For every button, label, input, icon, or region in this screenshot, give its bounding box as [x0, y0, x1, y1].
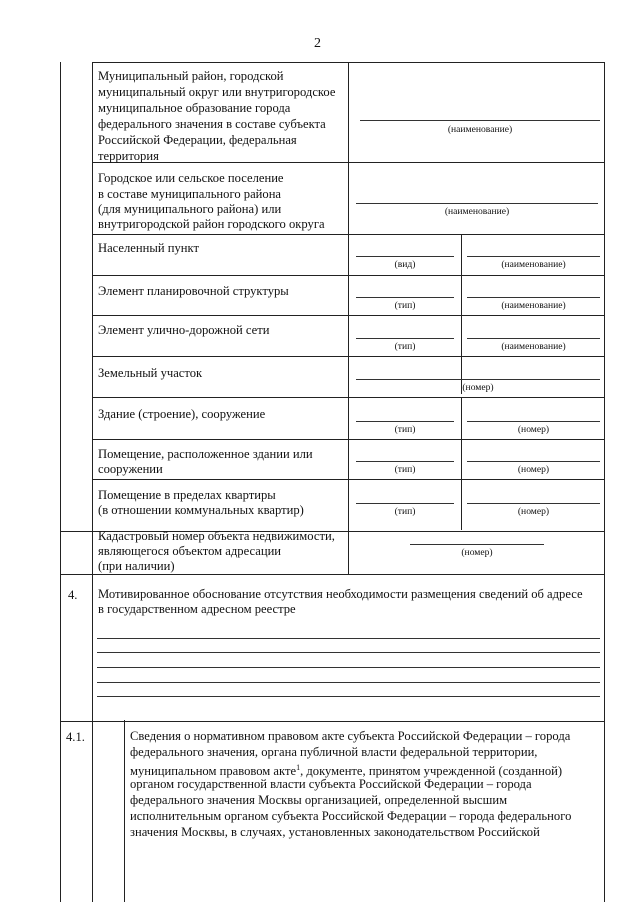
fill-line[interactable]	[467, 338, 600, 339]
field-caption: (номер)	[517, 424, 550, 435]
field-caption: (вид)	[394, 259, 416, 270]
row-label-line: сооружении	[98, 462, 163, 476]
row-label-line: внутригородской район городского округа	[98, 217, 325, 231]
field-caption: (номер)	[517, 506, 550, 517]
fill-line[interactable]	[467, 297, 600, 298]
row-label-line: в составе муниципального района	[98, 187, 282, 201]
row-label-line: муниципальное образование города	[98, 101, 291, 115]
section-text-line: Мотивированное обоснование отсутствия необходимости размещения сведений об адресе	[98, 587, 583, 601]
table-border-right	[604, 62, 605, 902]
row-label-line: являющегося объектом адресации	[98, 544, 282, 558]
section-text-line: значения Москвы, в случаях, установленных законодательством Российской	[130, 825, 540, 839]
field-caption: (тип)	[394, 300, 416, 311]
writing-line[interactable]	[97, 667, 600, 668]
col-divider-2	[348, 62, 349, 574]
field-caption: (номер)	[461, 547, 493, 558]
section-text-line: исполнительным органом субъекта Российской Федерации – города федерального	[130, 809, 572, 823]
writing-line[interactable]	[97, 696, 600, 697]
field-caption: (наименование)	[444, 206, 510, 217]
row-separator	[92, 356, 605, 357]
section-number: 4.1.	[66, 730, 85, 744]
row-label-line: Российской Федерации, федеральная	[98, 133, 297, 147]
field-caption: (номер)	[517, 464, 550, 475]
row-label-line: территория	[98, 149, 159, 163]
row-label-line: Помещение в пределах квартиры	[98, 488, 276, 502]
fill-line[interactable]	[410, 544, 544, 545]
fill-line[interactable]	[356, 297, 454, 298]
col-divider-4-1	[124, 720, 125, 902]
row-separator	[92, 62, 605, 63]
page-number: 2	[314, 36, 321, 51]
field-caption: (тип)	[394, 464, 416, 475]
fill-line[interactable]	[467, 421, 600, 422]
row-label: Элемент планировочной структуры	[98, 284, 289, 298]
field-caption: (тип)	[394, 506, 416, 517]
section-text-line: в государственном адресном реестре	[98, 602, 296, 616]
writing-line[interactable]	[97, 652, 600, 653]
row-separator	[92, 315, 605, 316]
row-separator	[92, 234, 605, 235]
row-label-line: муниципальный округ или внутригородское	[98, 85, 336, 99]
row-separator	[92, 439, 605, 440]
row-separator	[92, 275, 605, 276]
row-label-line: Кадастровый номер объекта недвижимости,	[98, 529, 335, 543]
fill-line[interactable]	[356, 379, 600, 380]
field-caption: (наименование)	[501, 341, 566, 352]
field-caption: (тип)	[394, 424, 416, 435]
field-caption: (номер)	[462, 382, 494, 393]
field-caption: (наименование)	[501, 259, 566, 270]
fill-line[interactable]	[356, 461, 454, 462]
row-label-line: федерального значения в составе субъекта	[98, 117, 326, 131]
row-label: Земельный участок	[98, 366, 203, 380]
row-label-line: Городское или сельское поселение	[98, 171, 284, 185]
row-separator	[92, 479, 605, 480]
fill-line[interactable]	[467, 503, 600, 504]
row-label-line: Муниципальный район, городской	[98, 69, 284, 83]
fill-line[interactable]	[467, 461, 600, 462]
fill-line[interactable]	[356, 338, 454, 339]
row-label: Элемент улично-дорожной сети	[98, 323, 270, 337]
split-divider	[461, 234, 462, 394]
comma: ,	[300, 764, 307, 779]
field-caption: (тип)	[394, 341, 416, 352]
section-text-fragment: документе, принятом учрежденной (созданной)	[306, 764, 563, 779]
section-text-line: Сведения о нормативном правовом акте субъекта Российской Федерации – города	[130, 729, 571, 743]
row-label: Населенный пункт	[98, 241, 199, 255]
row-label-line: (при наличии)	[98, 559, 175, 573]
section-number: 4.	[68, 588, 78, 602]
section-text-fragment: муниципальном правовом акте	[130, 764, 297, 779]
row-separator	[92, 162, 605, 163]
split-divider	[461, 398, 462, 530]
row-label-line: (в отношении коммунальных квартир)	[98, 503, 304, 517]
table-border-left	[60, 62, 61, 902]
row-separator	[92, 397, 605, 398]
fill-line[interactable]	[467, 256, 600, 257]
field-caption: (наименование)	[447, 124, 513, 135]
writing-line[interactable]	[97, 682, 600, 683]
footnote-mark[interactable]: 1	[296, 763, 301, 772]
fill-line[interactable]	[356, 256, 454, 257]
row-label: Здание (строение), сооружение	[98, 407, 266, 421]
section-text-line: федерального значения, органа публичной власти федеральной территории,	[130, 745, 538, 759]
section-text-line: федерального значения Москвы организацией, определенной высшим	[130, 793, 508, 807]
row-label-line: Помещение, расположенное здании или	[98, 447, 313, 461]
fill-line[interactable]	[356, 421, 454, 422]
fill-line[interactable]	[356, 503, 454, 504]
field-caption: (наименование)	[501, 300, 566, 311]
fill-line[interactable]	[356, 203, 598, 204]
row-separator	[60, 721, 605, 722]
row-label-line: (для муниципального района) или	[98, 202, 282, 216]
writing-line[interactable]	[97, 638, 600, 639]
col-divider-1	[92, 62, 93, 902]
section-text-line: органом государственной власти субъекта Российской Федерации – города	[130, 777, 532, 791]
fill-line[interactable]	[360, 120, 600, 121]
